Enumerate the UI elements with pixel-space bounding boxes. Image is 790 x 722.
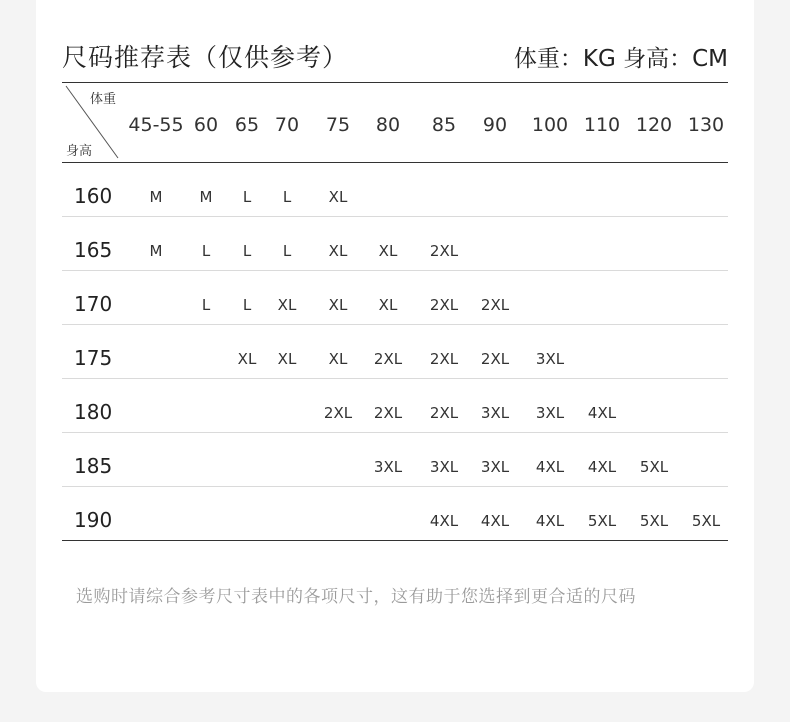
weight-header-cell: 65 [234, 114, 260, 136]
size-cell: L [201, 242, 211, 260]
height-label: 170 [74, 292, 113, 316]
size-cell: 5XL [691, 512, 721, 530]
size-cell: L [242, 296, 252, 314]
size-cell: 2XL [480, 296, 510, 314]
size-cell: XL [328, 350, 348, 368]
size-cell: 5XL [639, 512, 669, 530]
row-divider [62, 324, 728, 325]
size-cell: L [201, 296, 211, 314]
size-cell: 2XL [429, 350, 459, 368]
height-label: 185 [74, 454, 113, 478]
weight-header-cell: 110 [583, 114, 621, 136]
height-label: 180 [74, 400, 113, 424]
size-cell: XL [237, 350, 257, 368]
row-divider [62, 378, 728, 379]
size-cell: XL [328, 242, 348, 260]
size-cell: XL [378, 242, 398, 260]
size-cell: 5XL [587, 512, 617, 530]
size-cell: 3XL [535, 404, 565, 422]
weight-header-cell: 60 [193, 114, 219, 136]
size-cell: 3XL [535, 350, 565, 368]
size-cell: 4XL [535, 458, 565, 476]
size-cell: 5XL [639, 458, 669, 476]
size-cell: 2XL [323, 404, 353, 422]
height-label: 165 [74, 238, 113, 262]
corner-header [62, 82, 120, 162]
row-divider [62, 486, 728, 487]
header-bottom-rule [62, 162, 728, 163]
size-cell: XL [328, 188, 348, 206]
size-cell: XL [277, 350, 297, 368]
size-cell: 2XL [480, 350, 510, 368]
size-cell: 2XL [429, 242, 459, 260]
table-bottom-rule [62, 540, 728, 541]
row-divider [62, 432, 728, 433]
page-title: 尺码推荐表（仅供参考） [62, 43, 349, 72]
unit-label: 体重：KG 身高：CM [513, 46, 728, 72]
row-divider [62, 216, 728, 217]
height-label: 175 [74, 346, 113, 370]
weight-header-cell: 130 [687, 114, 725, 136]
size-cell: 2XL [373, 350, 403, 368]
table-top-rule [62, 82, 728, 83]
weight-header-cell: 80 [375, 114, 401, 136]
size-cell: L [242, 188, 252, 206]
height-label: 190 [74, 508, 113, 532]
corner-height-label: 身高 [66, 144, 93, 159]
weight-header-cell: 45-55 [128, 114, 184, 136]
weight-header-cell: 70 [274, 114, 300, 136]
size-cell: 2XL [429, 296, 459, 314]
size-cell: 4XL [535, 512, 565, 530]
size-cell: 3XL [480, 404, 510, 422]
size-cell: XL [277, 296, 297, 314]
size-cell: XL [378, 296, 398, 314]
row-divider [62, 270, 728, 271]
weight-header-cell: 75 [325, 114, 351, 136]
size-cell: 2XL [373, 404, 403, 422]
size-cell: 3XL [429, 458, 459, 476]
corner-weight-label: 体重 [90, 92, 117, 107]
size-cell: 3XL [373, 458, 403, 476]
size-cell: L [242, 242, 252, 260]
size-cell: M [199, 188, 213, 206]
footnote: 选购时请综合参考尺寸表中的各项尺寸，这有助于您选择到更合适的尺码 [76, 587, 636, 607]
weight-header-cell: 85 [431, 114, 457, 136]
height-label: 160 [74, 184, 113, 208]
size-cell: L [282, 242, 292, 260]
size-cell: 2XL [429, 404, 459, 422]
size-cell: L [282, 188, 292, 206]
size-cell: 4XL [429, 512, 459, 530]
size-cell: M [149, 242, 163, 260]
size-cell: 4XL [587, 404, 617, 422]
size-cell: XL [328, 296, 348, 314]
size-cell: 4XL [587, 458, 617, 476]
weight-header-cell: 120 [635, 114, 673, 136]
weight-header-cell: 100 [531, 114, 569, 136]
size-cell: 3XL [480, 458, 510, 476]
size-cell: 4XL [480, 512, 510, 530]
weight-header-cell: 90 [482, 114, 508, 136]
size-cell: M [149, 188, 163, 206]
